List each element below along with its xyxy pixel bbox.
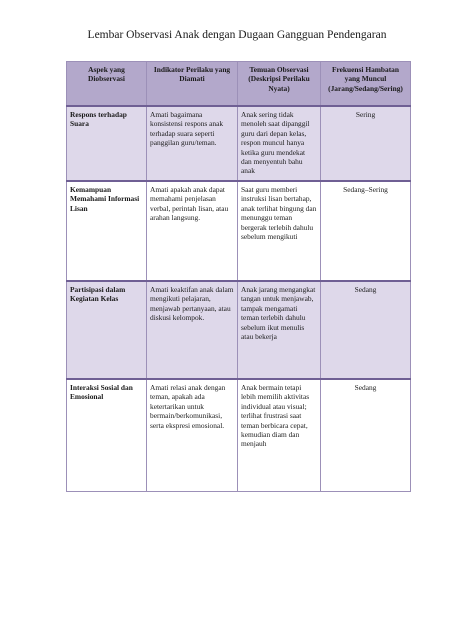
header-finding: Temuan Observasi (Deskripsi Perilaku Nyata) bbox=[238, 62, 321, 107]
header-frequency: Frekuensi Hambatan yang Muncul (Jarang/Sedang/Sering) bbox=[321, 62, 411, 107]
table-row bbox=[67, 379, 411, 492]
indicator-cell: Amati relasi anak dengan teman, apakah ada ketertarikan untuk bermain/berkomunikasi, serta ekspresi emosional. bbox=[147, 379, 238, 492]
aspect-cell: Respons terhadap Suara bbox=[67, 106, 147, 181]
aspect-cell: Kemampuan Memahami Informasi Lisan bbox=[67, 181, 147, 281]
finding-cell: Anak jarang mengangkat tangan untuk menjawab, tampak mengamati teman terlebih dahulu sebelum ikut menulis atau bekerja bbox=[238, 281, 321, 379]
observation-table bbox=[66, 61, 411, 492]
frequency-cell: Sedang–Sering bbox=[321, 181, 411, 281]
table-row bbox=[67, 181, 411, 281]
aspect-cell: Interaksi Sosial dan Emosional bbox=[67, 379, 147, 492]
indicator-cell: Amati bagaimana konsistensi respons anak terhadap suara seperti panggilan guru/teman. bbox=[147, 106, 238, 181]
table-row bbox=[67, 106, 411, 181]
frequency-cell: Sedang bbox=[321, 281, 411, 379]
indicator-cell: Amati keaktifan anak dalam mengikuti pelajaran, menjawab pertanyaan, atau diskusi kelompok. bbox=[147, 281, 238, 379]
finding-cell: Anak bermain tetapi lebih memilih aktivitas individual atau visual; terlihat frustrasi saat teman berbicara cepat, kemudian diam dan menjauh bbox=[238, 379, 321, 492]
frequency-cell: Sering bbox=[321, 106, 411, 181]
header-aspect: Aspek yang Diobservasi bbox=[67, 62, 147, 107]
finding-cell: Saat guru memberi instruksi lisan bertahap, anak terlihat bingung dan menunggu teman bergerak terlebih dahulu sebelum mengikuti bbox=[238, 181, 321, 281]
header-indicator: Indikator Perilaku yang Diamati bbox=[147, 62, 238, 107]
document-title: Lembar Observasi Anak dengan Dugaan Gangguan Pendengaran bbox=[87, 29, 387, 41]
aspect-cell: Partisipasi dalam Kegiatan Kelas bbox=[67, 281, 147, 379]
finding-cell: Anak sering tidak menoleh saat dipanggil guru dari depan kelas, respon muncul hanya ketika guru mendekat dan menyentuh bahu anak bbox=[238, 106, 321, 181]
table-header-row bbox=[67, 62, 411, 107]
indicator-cell: Amati apakah anak dapat memahami penjelasan verbal, perintah lisan, atau arahan langsung. bbox=[147, 181, 238, 281]
frequency-cell: Sedang bbox=[321, 379, 411, 492]
table-row bbox=[67, 281, 411, 379]
